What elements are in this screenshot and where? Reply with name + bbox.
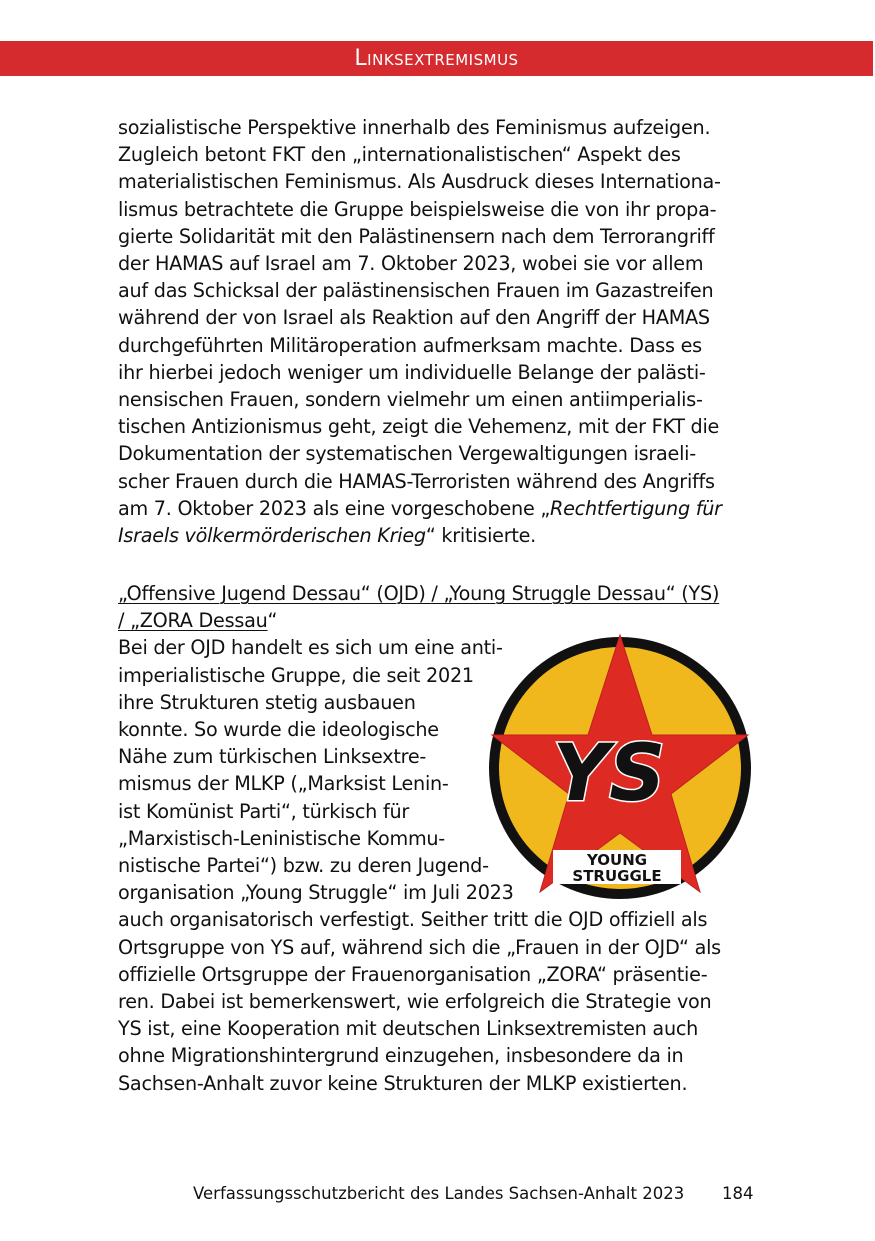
text-line: durchgeführten Militäroperation aufmerksam machte. Dass es	[118, 333, 702, 357]
chapter-header-bar	[0, 41, 873, 76]
chapter-title: Linksextremismus	[354, 46, 519, 71]
section-heading: „Offensive Jugend Dessau“ (OJD) / „Young Struggle Dessau“ (YS)	[118, 582, 720, 605]
text-line: „Marxistisch-Leninistische Kommu-	[118, 826, 445, 850]
text-line: gierte Solidarität mit den Palästinensern nach dem Terrorangriff	[118, 224, 715, 248]
text-line: konnte. So wurde die ideologische	[118, 718, 439, 742]
logo-text-struggle: STRUGGLE	[572, 867, 662, 885]
text-line: ihr hierbei jedoch weniger um individuelle Belange der palästi-	[118, 360, 706, 384]
section-heading-run: / „ZORA Dessau	[118, 609, 268, 633]
text-line: Dokumentation der systematischen Vergewaltigungen israeli-	[118, 442, 696, 466]
text-run: “ kritisierte.	[425, 524, 537, 548]
text-line: sozialistische Perspektive innerhalb des Feminismus aufzeigen.	[118, 116, 711, 139]
young-struggle-logo	[485, 632, 755, 904]
text-line: scher Frauen durch die HAMAS-Terroristen während des Angriffs	[118, 469, 715, 493]
text-line: lismus betrachtete die Gruppe beispielsweise die von ihr propa-	[118, 197, 717, 221]
text-line: Nähe zum türkischen Linksextre-	[118, 745, 427, 769]
text-line: YS ist, eine Kooperation mit deutschen Linksextremisten auch	[118, 1017, 699, 1041]
section-heading	[118, 607, 758, 634]
text-line: Ortsgruppe von YS auf, während sich die „Frauen in der OJD“ als	[118, 935, 721, 959]
text-line: tischen Antizionismus geht, zeigt die Vehemenz, mit der FKT die	[118, 415, 720, 439]
text-run: am 7. Oktober 2023 als eine vorgeschobene „	[118, 496, 551, 520]
text-line: imperialistische Gruppe, die seit 2021	[118, 663, 474, 687]
quote-italic: Rechtfertigung für	[550, 496, 722, 520]
text-line: nistische Partei“) bzw. zu deren Jugend-	[118, 854, 489, 878]
text-line: ist Komünist Parti“, türkisch für	[118, 799, 410, 823]
text-line: ren. Dabei ist bemerkenswert, wie erfolgreich die Strategie von	[118, 990, 712, 1014]
text-line: offizielle Ortsgruppe der Frauenorganisation „ZORA“ präsentie-	[118, 962, 708, 986]
paragraph-fkt	[118, 114, 758, 549]
page-number: 184	[722, 1184, 754, 1203]
text-line: auch organisatorisch verfestigt. Seither tritt die OJD offiziell als	[118, 908, 708, 932]
text-line: auf das Schicksal der palästinensischen Frauen im Gazastreifen	[118, 279, 714, 303]
section-heading-run: “	[267, 609, 278, 633]
text-line: Zugleich betont FKT den „internationalistischen“ Aspekt des	[118, 143, 681, 167]
red-star-circle-logo-icon	[485, 632, 755, 904]
page-footer	[0, 1182, 875, 1206]
logo-text-young: YOUNG	[586, 851, 648, 869]
text-line: materialistischen Feminismus. Als Ausdruck dieses Internationa-	[118, 170, 721, 194]
text-line	[118, 495, 758, 522]
text-line: ihre Strukturen stetig ausbauen	[118, 690, 416, 714]
text-line: ohne Migrationshintergrund einzugehen, insbesondere da in	[118, 1044, 684, 1068]
text-line	[118, 522, 758, 549]
quote-italic: Israels völkermörderischen Krieg	[118, 524, 426, 548]
footer-title: Verfassungsschutzbericht des Landes Sachsen-Anhalt 2023	[193, 1184, 685, 1203]
logo-initials: YS	[552, 729, 666, 819]
text-line: während der von Israel als Reaktion auf den Angriff der HAMAS	[118, 306, 710, 330]
text-line: Sachsen-Anhalt zuvor keine Strukturen der MLKP existierten.	[118, 1071, 688, 1095]
text-line: der HAMAS auf Israel am 7. Oktober 2023, wobei sie vor allem	[118, 252, 704, 276]
text-line: nensischen Frauen, sondern vielmehr um einen antiimperialis-	[118, 388, 703, 412]
text-line: organisation „Young Struggle“ im Juli 2023	[118, 881, 514, 905]
text-line: Bei der OJD handelt es sich um eine anti-	[118, 636, 503, 660]
text-line: mismus der MLKP („Marksist Lenin-	[118, 772, 449, 796]
